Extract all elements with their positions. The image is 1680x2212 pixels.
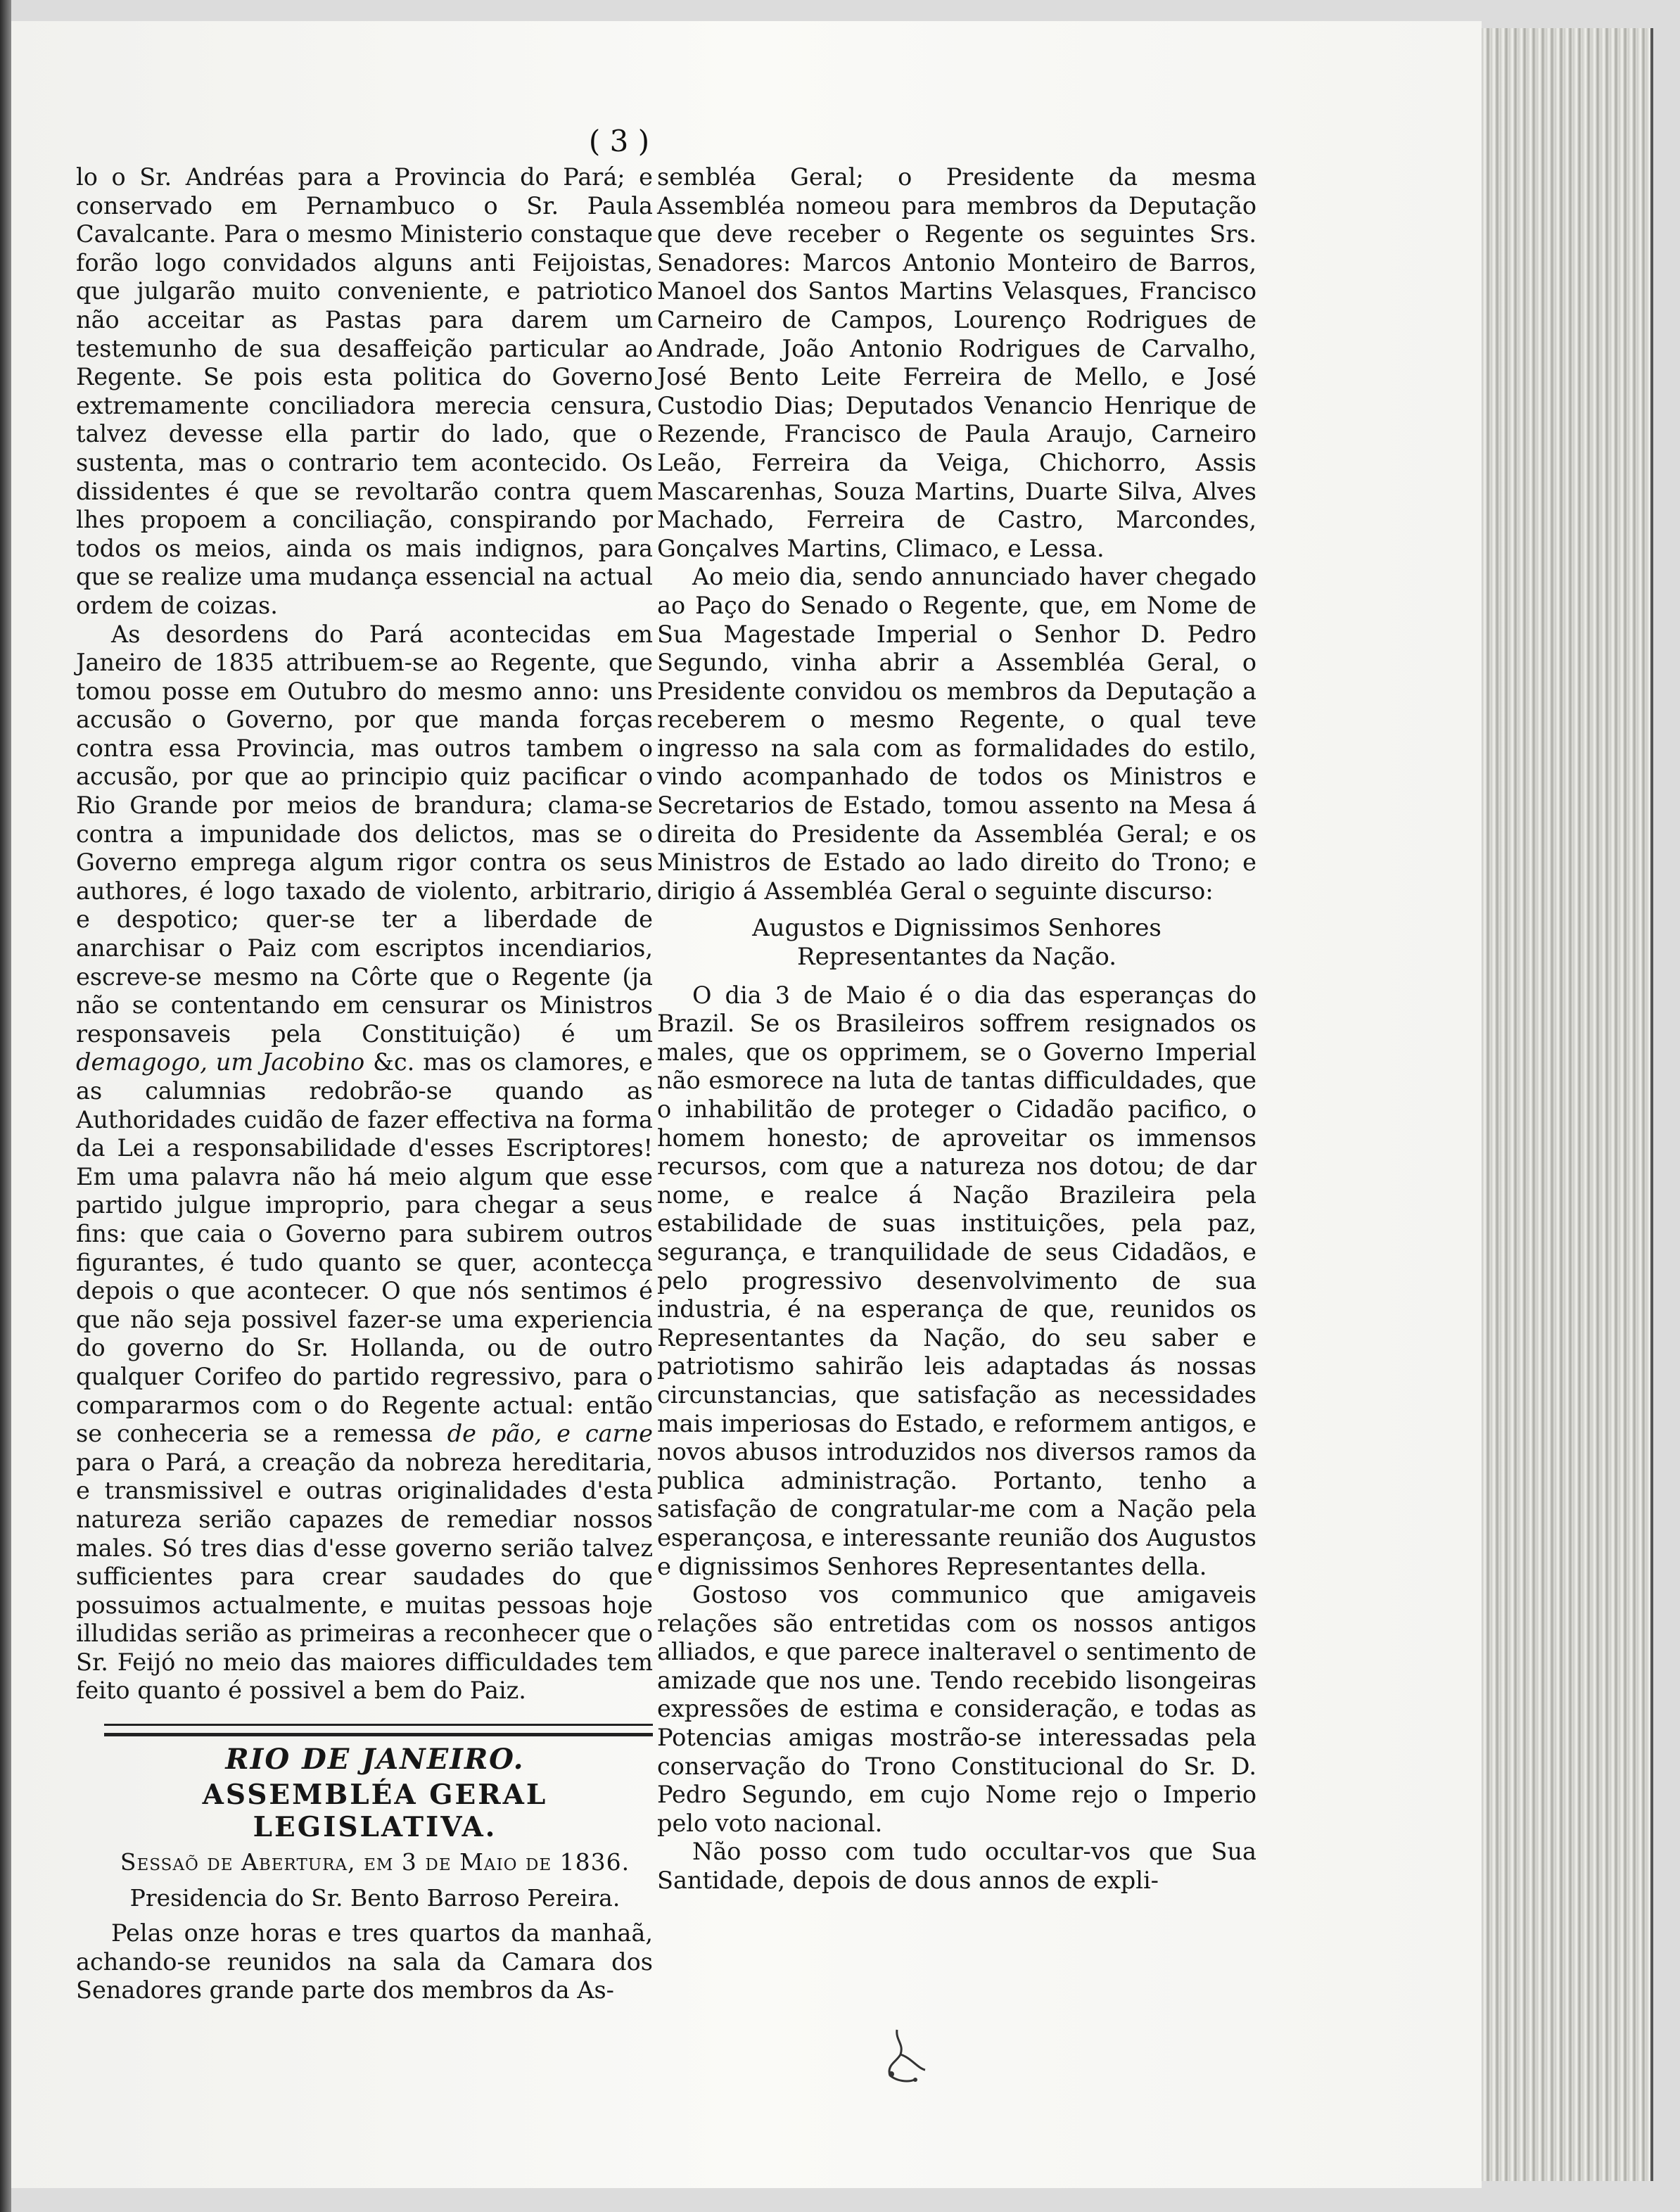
heading-city: RIO DE JANEIRO.	[225, 1743, 525, 1776]
italic-run: demagogo, um Jacobino	[76, 1048, 365, 1076]
page-number: ( 3 )	[588, 124, 650, 158]
paragraph-session-opening: Pelas onze horas e tres quartos da manhaã, achando-se reunidos na sala da Camara dos Senadores grande parte dos membros da As-	[76, 1919, 653, 2004]
left-column	[76, 163, 653, 2189]
italic-run: de pão, e carne	[447, 1420, 653, 1448]
speech-title: Augustos e Dignissimos Senhores Representantes da Nação.	[752, 914, 1162, 972]
paragraph-speech-1: O dia 3 de Maio é o dia das esperanças do Brazil. Se os Brasileiros soffrem resignados os males, que os opprimem, se o Governo Imperial não esmorece na luta de tantas difficuldades, que o inhabilitão de proteger o Cidadão pacifico, o homem honesto; de aproveitar os immensos recursos, com que a natureza nos dotou; de dar nome, e realce á Nação Brazileira pela estabilidade de suas instituições, pela paz, segurança, e tranquilidade de seus Cidadãos, e pelo progressivo desenvolvimento de sua industria, é na esperança de que, reunidos os Representantes da Nação, do seu saber e patriotismo sahirão leis adaptadas ás nossas circunstancias, que satisfação as necessidades mais imperiosas do Estado, e reformem antigos, e novos abusos introduzidos nos diversos ramos da publica administração. Portanto, tenho a satisfação de congratular-me com a Nação pela esperançosa, e interessante reunião dos Augustos e dignissimos Senhores Representantes della.	[657, 981, 1256, 1580]
paragraph-speech-3: Não posso com tudo occultar-vos que Sua Santidade, depois de dous annos de expli-	[657, 1838, 1256, 1895]
page-stack-edge	[1482, 28, 1653, 2181]
heading-presidency: Presidencia do Sr. Bento Barroso Pereira.	[129, 1884, 621, 1912]
paragraph-speech-2: Gostoso vos communico que amigaveis relações são entretidas com os nossos antigos alliados, e que parece inalteravel o sentimento de amizade que nos une. Tendo recebido lisongeiras expressões de estima e consideração, e todas as Potencias amigas mostrão-se interessadas pela conservação do Trono Constitucional do Sr. D. Pedro Segundo, em cujo Nome rejo o Imperio pelo voto nacional.	[657, 1581, 1256, 1837]
text-run: &c. mas os clamores, e as calumnias redobrão-se quando as Authoridades cuidão de fazer effectiva na forma da Lei a responsabilidade d'esses Escriptores! Em uma palavra não há meio algum que esse partido julgue improprio, para chegar a seus fins: que caia o Governo para subirem outros figurantes, é tudo quanto se quer, acontecça depois o que acontecer. O que nós sentimos é que não seja possivel fazer-se uma experiencia do governo do Sr. Hollanda, ou de outro qualquer Corifeo do partido regressivo, para o compararmos com o do Regente actual: então se conheceria se a remessa	[76, 1048, 653, 1448]
paragraph-para-disorders	[76, 621, 653, 1706]
heading-assembly: ASSEMBLÉA GERAL LEGISLATIVA.	[202, 1779, 548, 1844]
paragraph-noon: Ao meio dia, sendo annunciado haver chegado ao Paço do Senado o Regente, que, em Nome de Sua Magestade Imperial o Senhor D. Pedro Segundo, vinha abrir a Assembléa Geral, o Presidente convidou os membros da Deputação a receberem o mesmo Regente, o qual teve ingresso na sala com as formalidades do estilo, vindo acompanhado de todos os Ministros e Secretarios de Estado, tomou assento na Mesa á direita do Presidente da Assembléa Geral; e os Ministros de Estado ao lado direito do Trono; e dirigio á Assembléa Geral o seguinte discurso:	[657, 563, 1256, 905]
text-run: As desordens do Pará acontecidas em Janeiro de 1835 attribuem-se ao Regente, que tomou posse em Outubro do mesmo anno: uns accusão o Governo, por que manda forças contra essa Provincia, mas outros tambem o accusão, por que ao principio quiz pacificar o Rio Grande por meios de brandura; clama-se contra a impunidade dos delictos, mas se o Governo emprega algum rigor contra os seus authores, é logo taxado de violento, arbitrario, e despotico; quer-se ter a liberdade de anarchisar o Paiz com escriptos incendiarios, escreve-se mesmo na Côrte que o Regente (ja não se contentando em censurar os Ministros responsaveis pela Constituição) é um	[76, 620, 653, 1048]
ink-blot-mark	[876, 2026, 939, 2090]
right-column	[657, 163, 1256, 2189]
paragraph-continuation: lo o Sr. Andréas para a Provincia do Pará; e conservado em Pernambuco o Sr. Paula Cavalcante. Para o mesmo Ministerio constaque forão logo convidados alguns anti Feijoistas, que julgarão muito conveniente, e patriotico não acceitar as Pastas para darem um testemunho de sua desaffeição particular ao Regente. Se pois esta politica do Governo extremamente conciliadora merecia censura, talvez devesse ella partir do lado, que o sustenta, mas o contrario tem acontecido. Os dissidentes é que se revoltarão contra quem lhes propoem a conciliação, conspirando por todos os meios, ainda os mais indignos, para que se realize uma mudança essencial na actual ordem de coizas.	[76, 163, 653, 619]
heading-session: Sessaõ de Abertura, em 3 de Maio de 1836.	[120, 1848, 630, 1876]
section-divider	[104, 1724, 653, 1736]
paragraph-deputation: sembléa Geral; o Presidente da mesma Assembléa nomeou para membros da Deputação que deve receber o Regente os seguintes Srs. Senadores: Marcos Antonio Monteiro de Barros, Manoel dos Santos Martins Velasques, Francisco Carneiro de Campos, Lourenço Rodrigues de Andrade, João Antonio Rodrigues de Carvalho, José Bento Leite Ferreira de Mello, e José Custodio Dias; Deputados Venancio Henrique de Rezende, Francisco de Paula Araujo, Carneiro Leão, Ferreira da Veiga, Chichorro, Assis Mascarenhas, Souza Martins, Duarte Silva, Alves Machado, Ferreira de Castro, Marcondes, Gonçalves Martins, Climaco, e Lessa.	[657, 163, 1256, 562]
facing-page-edge	[0, 0, 11, 2212]
text-run: para o Pará, a creação da nobreza hereditaria, e transmissivel e outras originalidades d'esta natureza serião capazes de remediar nossos males. Só tres dias d'esse governo serião talvez sufficientes para crear saudades do que possuimos actualmente, e muitas pessoas hoje illudidas serião as primeiras a reconhecer que o Sr. Feijó no meio das maiores difficuldades tem feito quanto é possivel a bem do Paiz.	[76, 1448, 653, 1705]
